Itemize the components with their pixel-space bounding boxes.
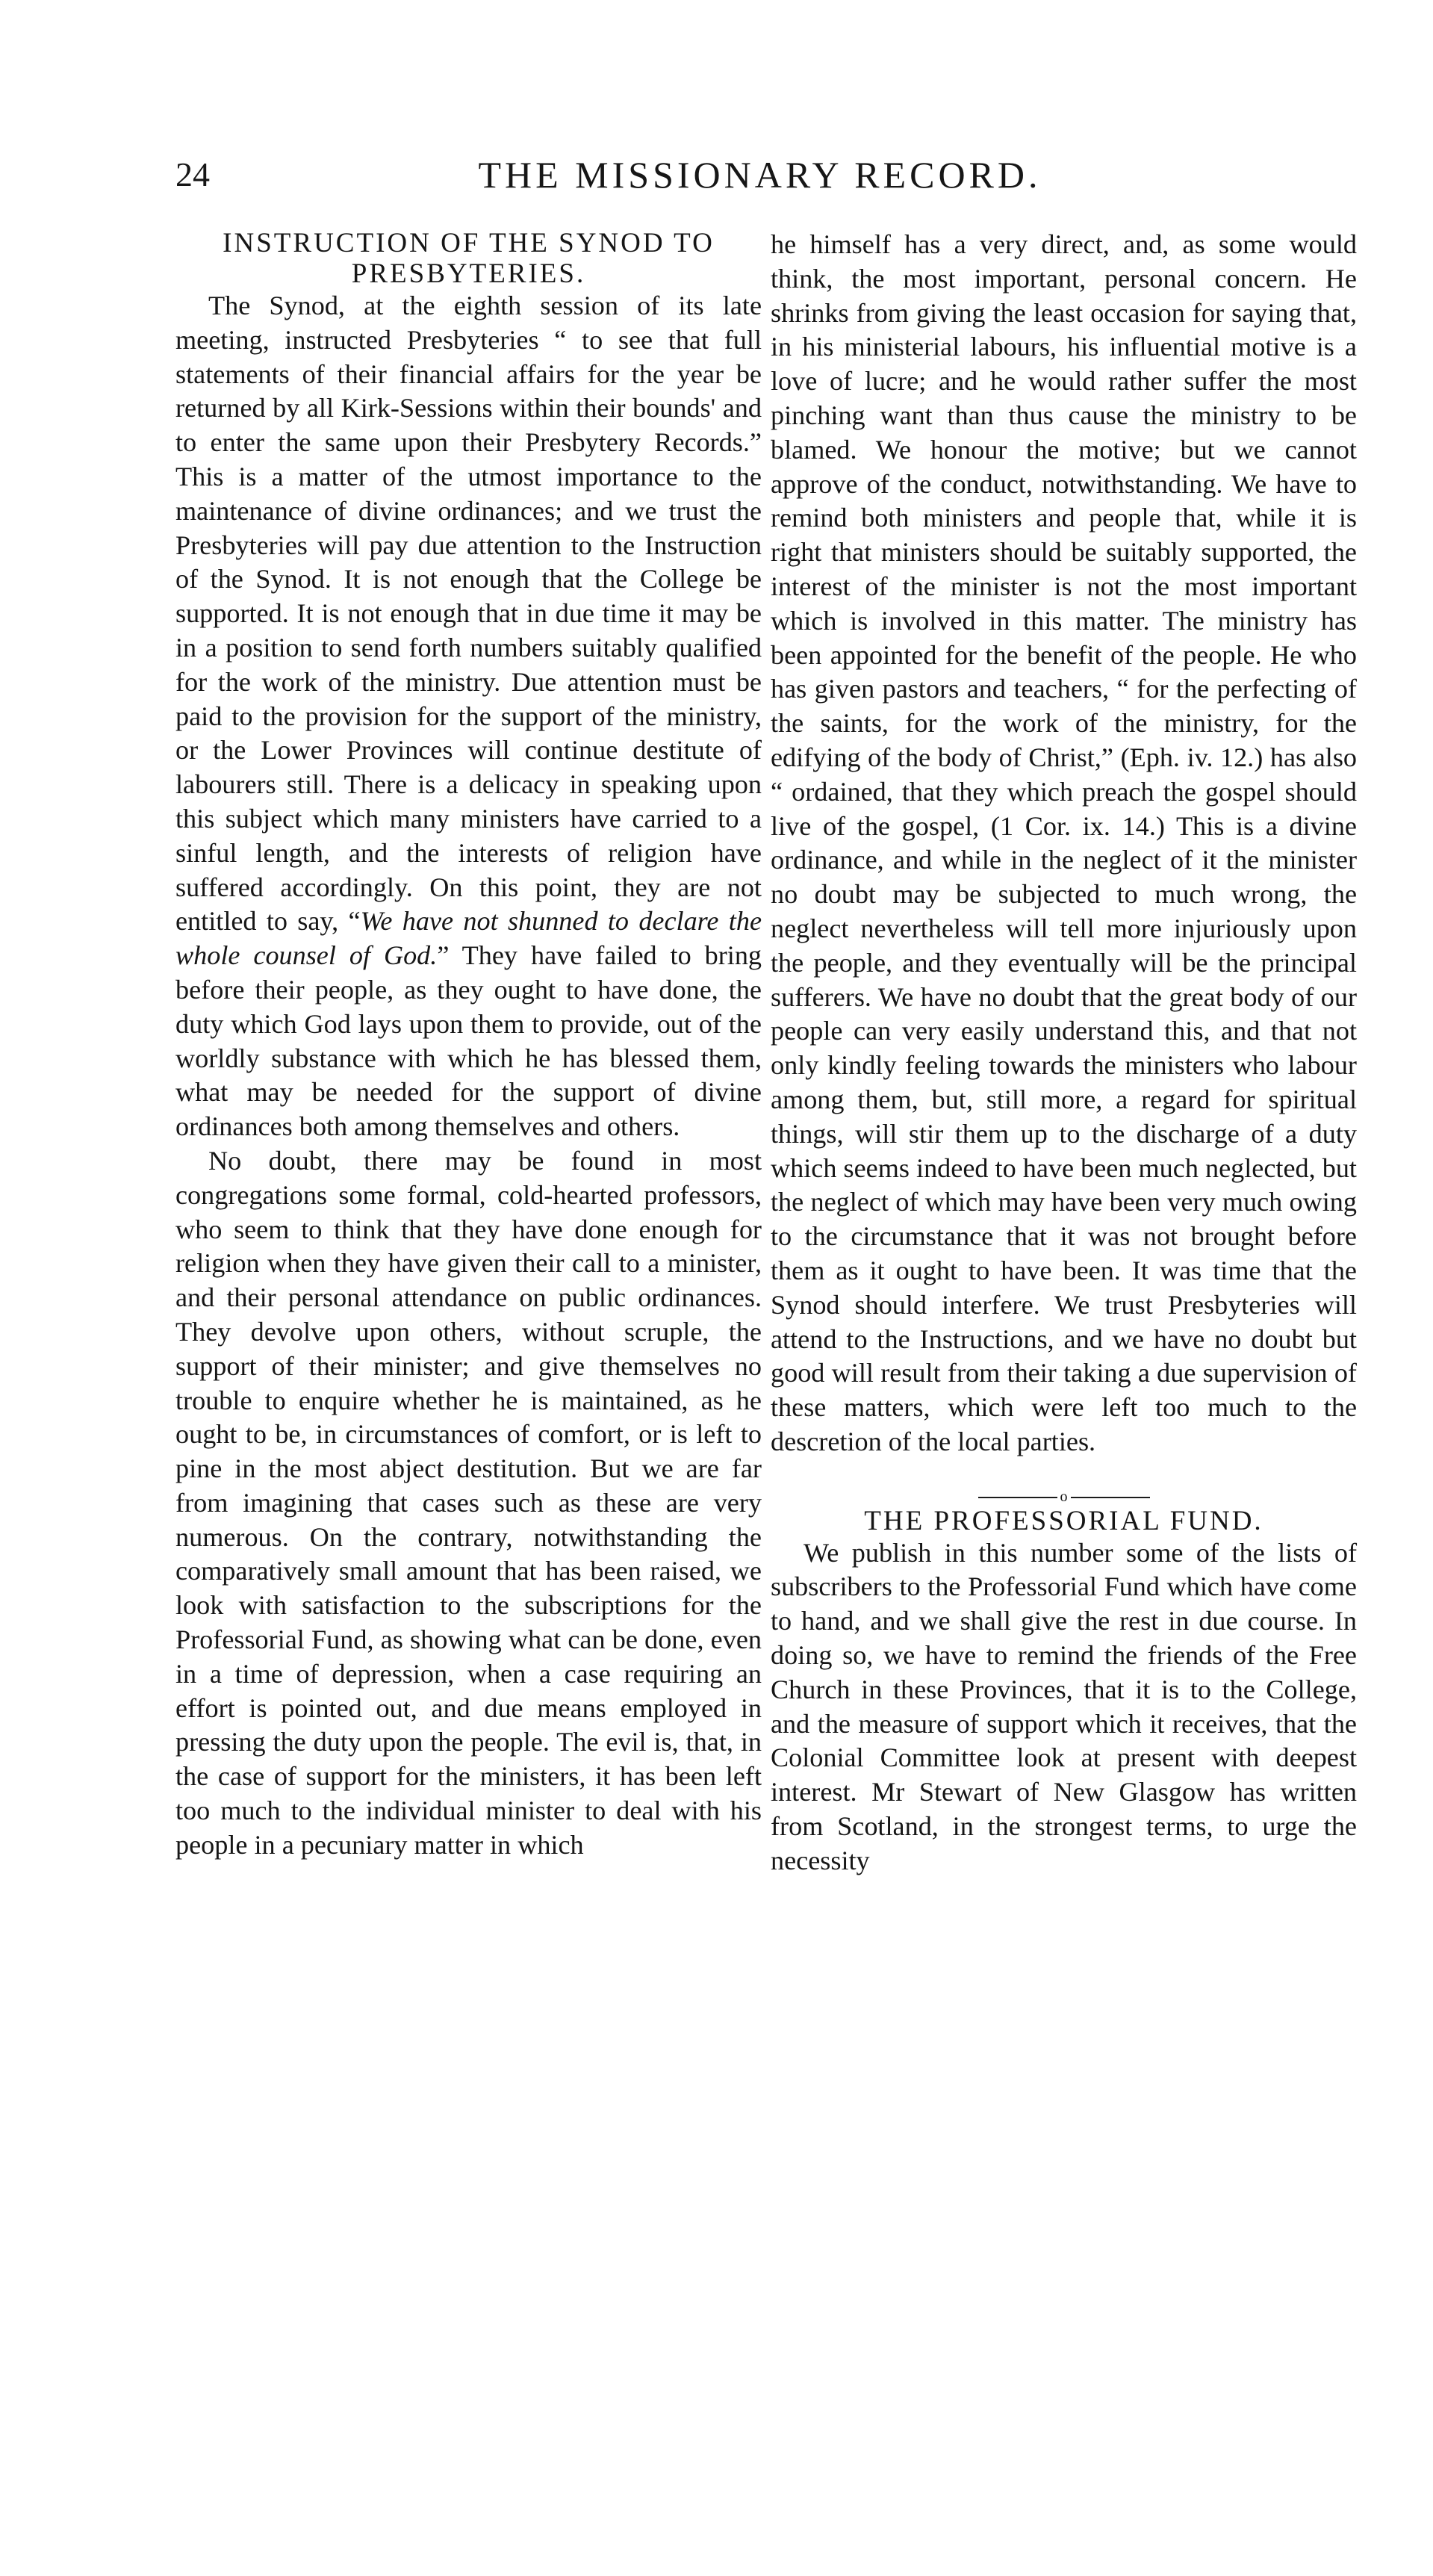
paragraph-text: The Synod, at the eighth session of its late meeting, instructed Presbyteries “ to see that full statements of their financial affairs for the year be returned by all Kirk-Sessions within their bounds' and to enter the same upon their Presbytery Records.” This is a matter of the utmost importance to the maintenance of divine ordinances; and we trust the Presbyteries will pay due attention to the Instruction of the Synod. It is not enough that the College be supported. It is not enough that in due time it may be in a position to send forth numbers suitably qualified for the work of the ministry. Due attention must be paid to the provision for the support of the ministry, or the Lower Provinces will continue destitute of labourers still. There is a delicacy in speaking upon this subject which many ministers have carried to a sinful length, and the interests of religion have suffered accordingly. On this point, they are not entitled to say, “ (175, 291, 762, 937)
paragraph: No doubt, there may be found in most congregations some formal, cold-hearted professors, who seem to think that they have done enough for religion when they have given their call to a minister, and their personal attendance on public ordinances. They devolve upon others, without scruple, the support of their minister; and give themselves no trouble to enquire whether he is maintained, as he ought to be, in circumstances of comfort, or is left to pine in the most abject destitution. But we are far from imagining that cases such as these are very numerous. On the contrary, notwithstanding the comparatively small amount that has been raised, we look with satisfaction to the subscriptions for the Professorial Fund, as showing what can be done, even in a time of depression, when a case requiring an effort is pointed out, and due means employed in pressing the duty upon the people. The evil is, that, in the case of support for the ministers, it has been left too much to the individual minister to deal with his people in a pecuniary matter in which (175, 1145, 762, 1860)
right-column (771, 228, 1357, 1878)
running-head (175, 154, 1344, 199)
paragraph-continued: he himself has a very direct, and, as some would think, the most important, personal concern. He shrinks from giving the least occasion for saying that, in his ministerial labours, his influential motive is a love of lucre; and he would rather suffer the most pinching want than thus cause the ministry to be blamed. We honour the motive; but we cannot approve of the conduct, notwithstanding. We have to remind both ministers and people that, while it is right that ministers should be suitably supported, the interest of the minister is not the most important which is involved in this matter. The ministry has been appointed for the benefit of the people. He who has given pastors and teachers, “ for the perfecting of the saints, for the work of the ministry, for the edifying of the body of Christ,” (Eph. iv. 12.) has also “ ordained, that they which preach the gospel should live of the gospel, (1 Cor. ix. 14.) This is a divine ordinance, and while in the neglect of it the minister no doubt may be subjected to much wrong, the neglect nevertheless will tell more injuriously upon the people, and they eventually will be the principal sufferers. We have no doubt that the great body of our people can very easily understand this, and that not only kindly feeling towards the ministers who labour among them, but, still more, a regard for spiritual things, will stir them up to the discharge of a duty which seems indeed to have been much neglected, but the neglect of which may have been very much owing to the circumstance that it was not brought before them as it ought to have been. It was time that the Synod should interfere. We trust Presbyteries will attend to the Instructions, and we have no doubt but good will result from their taking a due supervision of these matters, which were left too much to the descretion of the local parties. (771, 229, 1357, 1456)
page-number: 24 (175, 155, 210, 193)
paragraph-text: ” They have failed to bring before their people, as they ought to have done, the duty which God lays upon them to provide, out of the worldly substance with which he has blessed them, what may be needed for the support of divine ordinances both among themselves and others. (175, 940, 762, 1142)
scripture-quote: We have not shunned to declare the whole counsel of God. (175, 906, 762, 971)
article-heading-fund: THE PROFESSORIAL FUND. (864, 1505, 1263, 1536)
divider-ornament: o (1057, 1490, 1071, 1503)
paragraph: We publish in this number some of the lists of subscribers to the Professorial Fund which have come to hand, and we shall give the rest in due course. In doing so, we have to remind the friends of the Free Church in these Provinces, that it is to the College, and the measure of support which it receives, that the Colonial Committee look at present with deepest interest. Mr Stewart of New Glasgow has written from Scotland, in the strongest terms, to urge the necessity (771, 1537, 1357, 1875)
journal-title: THE MISSIONARY RECORD. (478, 154, 1042, 196)
left-column (175, 228, 762, 1863)
paragraph (175, 289, 762, 1144)
article-heading-synod: INSTRUCTION OF THE SYNOD TO PRESBYTERIES. (223, 228, 715, 289)
section-divider (978, 1488, 1150, 1505)
